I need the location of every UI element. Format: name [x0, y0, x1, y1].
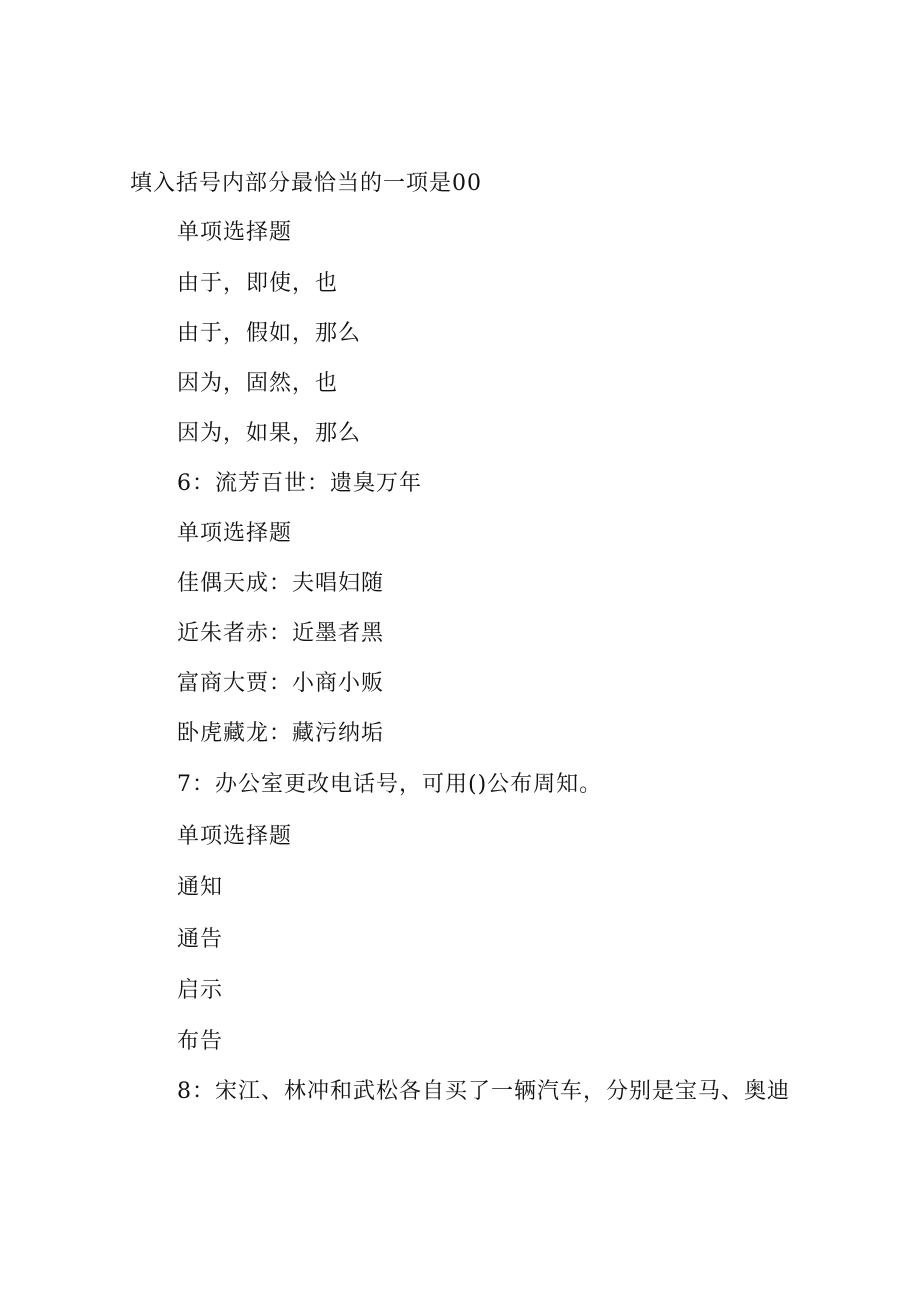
q5-option-b: 由于，假如，那么	[177, 321, 362, 346]
q5-option-a: 由于，即使，也	[177, 271, 339, 296]
q7-option-b: 通告	[177, 927, 224, 952]
q5-option-c: 因为，固然，也	[177, 371, 339, 396]
q7-stem: 7：办公室更改电话号，可用()公布周知。	[177, 772, 603, 797]
q5-type-label: 单项选择题	[177, 220, 293, 245]
q7-option-c: 启示	[177, 978, 224, 1003]
q8-stem: 8：宋江、林冲和武松各自买了一辆汽车，分别是宝马、奥迪	[177, 1079, 790, 1104]
q6-option-b: 近朱者赤：近墨者黑	[177, 621, 385, 646]
q7-type-label: 单项选择题	[177, 824, 293, 849]
q7-option-d: 布告	[177, 1029, 224, 1054]
q7-option-a: 通知	[177, 875, 224, 900]
intro-line: 填入括号内部分最恰当的一项是00	[130, 171, 482, 196]
q6-stem: 6：流芳百世：遗臭万年	[177, 471, 422, 496]
q6-type-label: 单项选择题	[177, 521, 293, 546]
q6-option-d: 卧虎藏龙：藏污纳垢	[177, 721, 385, 746]
q5-option-d: 因为，如果，那么	[177, 421, 362, 446]
q6-option-c: 富商大贾：小商小贩	[177, 671, 385, 696]
q6-option-a: 佳偶天成：夫唱妇随	[177, 571, 385, 596]
